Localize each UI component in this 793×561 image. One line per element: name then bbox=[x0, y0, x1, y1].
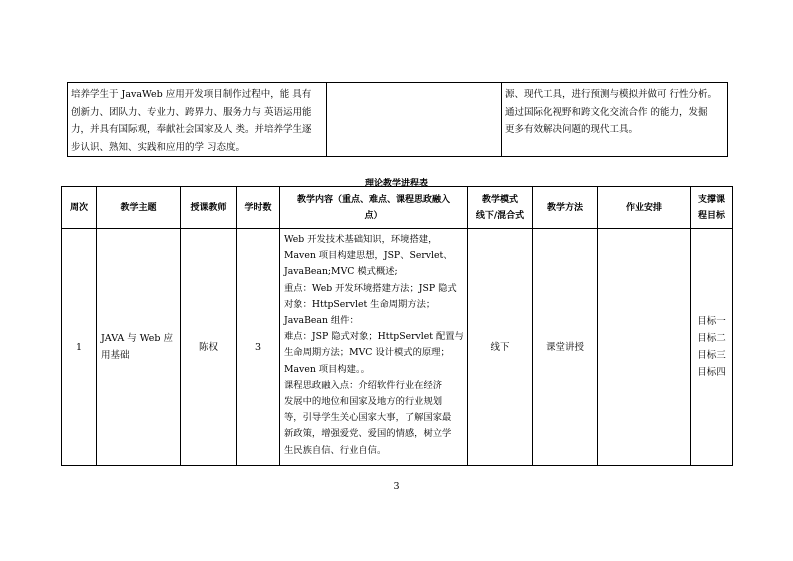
header-goals-line: 支撑课 bbox=[697, 194, 725, 205]
cell-content-line: 课程思政融入点：介绍软件行业在经济 bbox=[284, 379, 443, 391]
cell-content-line: JavaBean 组件： bbox=[284, 315, 359, 327]
cell-content-line: Web 开发技术基础知识，环境搭建， bbox=[284, 234, 438, 245]
cell-content-line: 发展中的地位和国家及地方的行业规划 bbox=[284, 396, 443, 408]
objectives-left-line: 步认识、熟知、实践和应用的学 习态度。 bbox=[71, 141, 246, 153]
objectives-right-line: 更多有效解决问题的现代工具。 bbox=[505, 124, 639, 135]
cell-goal: 目标二 bbox=[697, 333, 726, 344]
header-theme: 教学主题 bbox=[97, 187, 181, 229]
objectives-right-line: 源、现代工具，进行预测与模拟并做可 行性分析。 bbox=[505, 89, 718, 100]
cell-content-line: 生命周期方法；MVC 设计模式的原理； bbox=[284, 347, 450, 359]
header-mode-line: 线下/混合式 bbox=[475, 210, 525, 221]
table-row bbox=[62, 229, 733, 466]
cell-content-line: JavaBean;MVC 模式概述; bbox=[284, 266, 398, 278]
objectives-right-cell bbox=[502, 83, 728, 157]
header-row bbox=[62, 187, 733, 229]
header-hours: 学时数 bbox=[237, 187, 280, 229]
cell-mode: 线下 bbox=[468, 229, 533, 466]
page-number: 3 bbox=[393, 481, 400, 492]
cell-hours: 3 bbox=[237, 229, 280, 466]
cell-teacher: 陈权 bbox=[181, 229, 237, 466]
schedule-table bbox=[61, 186, 733, 466]
objectives-right-line: 通过国际化视野和跨文化交流合作 的能力，发掘 bbox=[505, 106, 708, 118]
header-method: 教学方法 bbox=[533, 187, 598, 229]
header-goals bbox=[691, 187, 733, 229]
header-mode bbox=[468, 187, 533, 229]
header-week: 周次 bbox=[62, 187, 97, 229]
objectives-left-cell bbox=[68, 83, 327, 157]
cell-theme bbox=[97, 229, 181, 466]
cell-content bbox=[280, 229, 468, 466]
cell-content-line: Maven 项目构建思想，JSP、Servlet、 bbox=[284, 250, 453, 262]
cell-content-line: 难点：JSP 隐式对象；HttpServlet 配置与 bbox=[284, 331, 464, 343]
cell-content-line: 对象：HttpServlet 生命周期方法； bbox=[284, 298, 436, 310]
objectives-left-line: 创新力、团队力、专业力、跨界力、服务力与 英语运用能 bbox=[71, 106, 312, 118]
cell-homework bbox=[598, 229, 691, 466]
header-content bbox=[280, 187, 468, 229]
cell-method: 课堂讲授 bbox=[533, 229, 598, 466]
header-goals-line: 程目标 bbox=[697, 210, 725, 221]
objectives-left-line: 力，并具有国际观，奉献社会国家及人 类。并培养学生逐 bbox=[71, 124, 312, 135]
objectives-left-line: 培养学生于 JavaWeb 应用开发项目制作过程中，能 具有 bbox=[71, 89, 312, 100]
header-teacher: 授课教师 bbox=[181, 187, 237, 229]
cell-content-line: 生民族自信、行业自信。 bbox=[284, 444, 387, 456]
cell-content-line: 等，引导学生关心国家大事，了解国家最 bbox=[284, 412, 452, 424]
cell-theme-line: 用基础 bbox=[101, 350, 130, 361]
objectives-middle-cell bbox=[327, 83, 502, 157]
header-homework: 作业安排 bbox=[598, 187, 691, 229]
cell-goal: 目标四 bbox=[697, 367, 726, 378]
cell-goal: 目标一 bbox=[697, 316, 726, 327]
cell-content-line: 新政策，增强爱党、爱国的情感，树立学 bbox=[284, 428, 452, 440]
cell-content-line: Maven 项目构建。。 bbox=[284, 363, 370, 375]
cell-week: 1 bbox=[62, 229, 97, 466]
objectives-table bbox=[67, 82, 728, 157]
cell-content-line: 重点：Web 开发环境搭建方法；JSP 隐式 bbox=[284, 282, 457, 294]
cell-goals bbox=[691, 229, 733, 466]
header-content-line: 教学内容（重点、难点、课程思政融入 bbox=[296, 194, 450, 205]
section-title: 理论教学进程表 bbox=[364, 179, 428, 189]
header-content-line: 点） bbox=[364, 210, 383, 221]
cell-theme-line: JAVA 与 Web 应 bbox=[101, 333, 174, 344]
cell-goal: 目标三 bbox=[697, 350, 726, 361]
header-mode-line: 教学模式 bbox=[481, 194, 518, 205]
objectives-row bbox=[68, 83, 728, 157]
